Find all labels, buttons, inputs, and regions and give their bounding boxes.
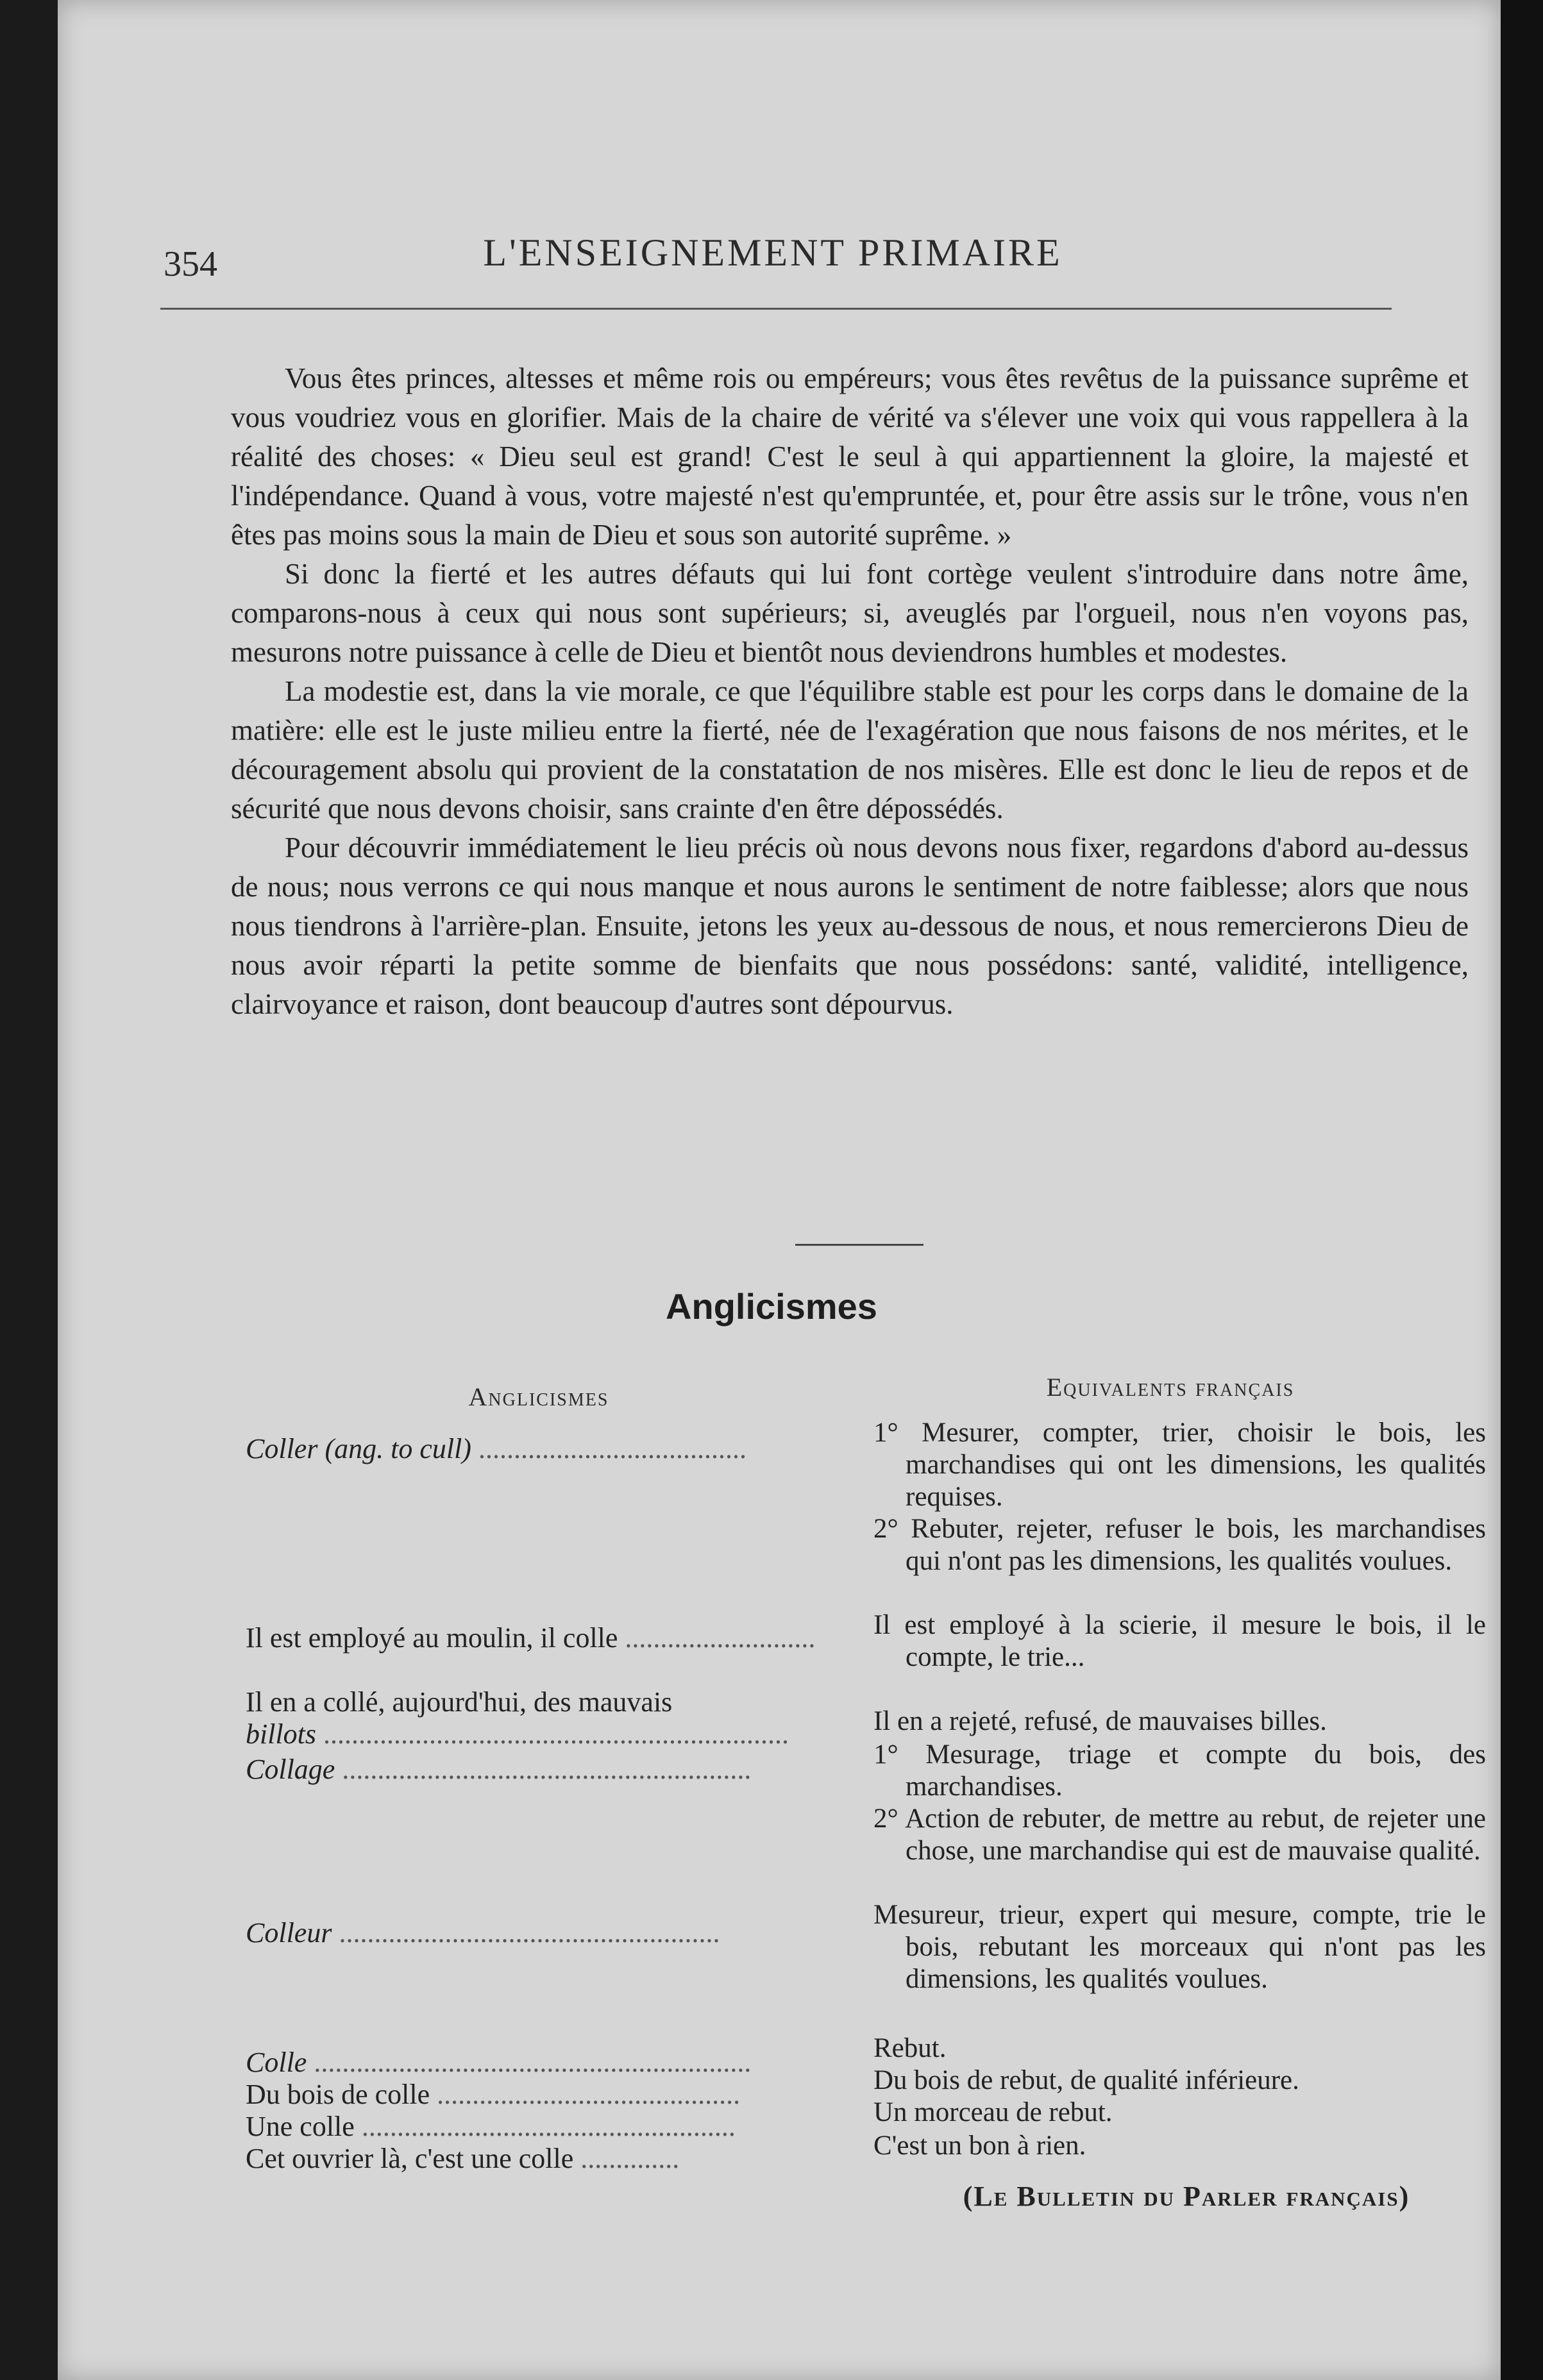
definition-line: C'est un bon à rien.: [873, 2131, 1086, 2161]
equivalent-definition: [873, 1609, 1486, 1673]
definition-line: 1° Mesurer, compter, trier, choisir le bois, les marchandises qui ont les dimensions, les qualités requises.: [873, 1418, 1486, 1512]
running-title: L'ENSEIGNEMENT PRIMAIRE: [483, 231, 1063, 274]
equivalent-definition: [873, 1739, 1486, 1867]
leader-dots: ..............: [573, 2143, 680, 2174]
definition-line: Rebut.: [873, 2033, 947, 2063]
equivalent-definition: [873, 1705, 1486, 1738]
term-text: Colle: [246, 2047, 307, 2078]
header-rule: [160, 308, 1392, 310]
term-text: Colleur: [246, 1917, 332, 1948]
definition-line: 1° Mesurage, triage et compte du bois, des marchandises.: [873, 1739, 1486, 1802]
term-text: billots: [246, 1718, 317, 1750]
term-text: Une colle: [246, 2111, 355, 2142]
anglicism-term: [246, 2111, 845, 2143]
equivalent-definition: [873, 2130, 1486, 2162]
leader-dots: ..............................................................: [307, 2047, 752, 2078]
definition-line: Il est employé à la scierie, il mesure le bois, il le compte, le trie...: [873, 1610, 1486, 1672]
definition-line: Mesureur, trieur, expert qui mesure, compte, trie le bois, rebutant les morceaux qui n'ont pas les dimensions, les qualités voulues.: [873, 1900, 1486, 1994]
leader-dots: ...........................................: [430, 2079, 741, 2110]
anglicism-term: [246, 1754, 845, 1786]
term-text: Collage: [246, 1754, 335, 1785]
document-page: [58, 0, 1501, 2380]
source-text: (Le Bulletin du Parler français): [963, 2181, 1410, 2212]
leader-dots: ..........................................................: [335, 1754, 752, 1785]
leader-dots: .....................................................: [354, 2111, 736, 2142]
leader-dots: ......................................................: [332, 1917, 720, 1948]
definition-line: Il en a rejeté, refusé, de mauvaises billes.: [873, 1706, 1327, 1736]
definition-line: 2° Action de rebuter, de mettre au rebut, de rejeter une chose, une marchandise qui est de mauvaise qualité.: [873, 1804, 1486, 1866]
page-number: 354: [164, 244, 217, 284]
leader-dots: ......................................: [471, 1433, 746, 1464]
paragraph: Vous êtes princes, altesses et même rois ou empéreurs; vous êtes revêtus de la puissance suprême et vous voudriez vous en glorifier. Mais de la chaire de vérité va s'élever une voix qui vous rappellera à la réalité des choses: « Dieu seul est grand! C'est le seul à qui appartiennent la gloire, la majesté et l'indépendance. Quand à vous, votre majesté n'est qu'empruntée, et, pour être assis sur le trône, vous n'en êtes pas moins sous la main de Dieu et sous son autorité suprême. »: [231, 362, 1469, 551]
anglicism-term: [246, 1433, 845, 1465]
anglicism-term: [246, 2079, 845, 2111]
anglicism-term: [246, 1686, 845, 1718]
leader-dots: ...........................: [618, 1622, 816, 1654]
scan-edge: [1501, 0, 1543, 2380]
source-citation: [885, 2180, 1488, 2213]
equivalent-definition: [873, 2065, 1486, 2097]
equivalent-definition: [873, 2032, 1486, 2065]
section-divider: [795, 1244, 923, 1246]
page-header: [164, 231, 1382, 282]
column-header-equivalents: Equivalents français: [1046, 1373, 1295, 1402]
definition-line: 2° Rebuter, rejeter, refuser le bois, les marchandises qui n'ont pas les dimensions, les qualités voulues.: [873, 1514, 1486, 1576]
section-heading: Anglicismes: [666, 1286, 877, 1327]
term-text: Il en a collé, aujourd'hui, des mauvais: [246, 1686, 673, 1718]
anglicism-term: [246, 2047, 845, 2079]
anglicism-term: [246, 2143, 845, 2175]
anglicism-term: [246, 1718, 845, 1750]
term-text: Du bois de colle: [246, 2079, 430, 2110]
definition-line: Un morceau de rebut.: [873, 2097, 1113, 2127]
body-text: [231, 359, 1469, 1024]
term-text: Cet ouvrier là, c'est une colle: [246, 2143, 574, 2174]
paragraph: Si donc la fierté et les autres défauts qui lui font cortège veulent s'introduire dans notre âme, comparons-nous à ceux qui nous sont supérieurs; si, aveuglés par l'orgueil, nous n'en voyons pas, mesurons notre puissance à celle de Dieu et bientôt nous deviendrons humbles et modestes.: [231, 558, 1469, 668]
leader-dots: ..................................................................: [316, 1718, 789, 1750]
equivalent-definition: [873, 1899, 1486, 1995]
paragraph: Pour découvrir immédiatement le lieu précis où nous devons nous fixer, regardons d'abord au-dessus de nous; nous verrons ce qui nous manque et nous aurons le sentiment de notre faiblesse; alors que nous nous tiendrons à l'arrière-plan. Ensuite, jetons les yeux au-dessous de nous, et nous remercierons Dieu de nous avoir réparti la petite somme de bienfaits que nous possédons: santé, validité, intelligence, clairvoyance et raison, dont beaucoup d'autres sont dépourvus.: [231, 832, 1469, 1020]
term-text: Coller (ang. to cull): [246, 1433, 471, 1464]
definition-line: Du bois de rebut, de qualité inférieure.: [873, 2065, 1299, 2095]
term-text: Il est employé au moulin, il colle: [246, 1622, 618, 1654]
column-header-anglicismes: Anglicismes: [468, 1382, 609, 1411]
equivalent-definition: [873, 1417, 1486, 1577]
anglicism-term: [246, 1917, 845, 1949]
equivalent-definition: [873, 2097, 1486, 2129]
paragraph: La modestie est, dans la vie morale, ce que l'équilibre stable est pour les corps dans le domaine de la matière: elle est le juste milieu entre la fierté, née de l'exagération que nous faisons de nos mérites, et le découragement absolu qui provient de la constatation de nos misères. Elle est donc le lieu de repos et de sécurité que nous devons choisir, sans crainte d'en être dépossédés.: [231, 675, 1469, 825]
anglicism-term: [246, 1622, 845, 1654]
